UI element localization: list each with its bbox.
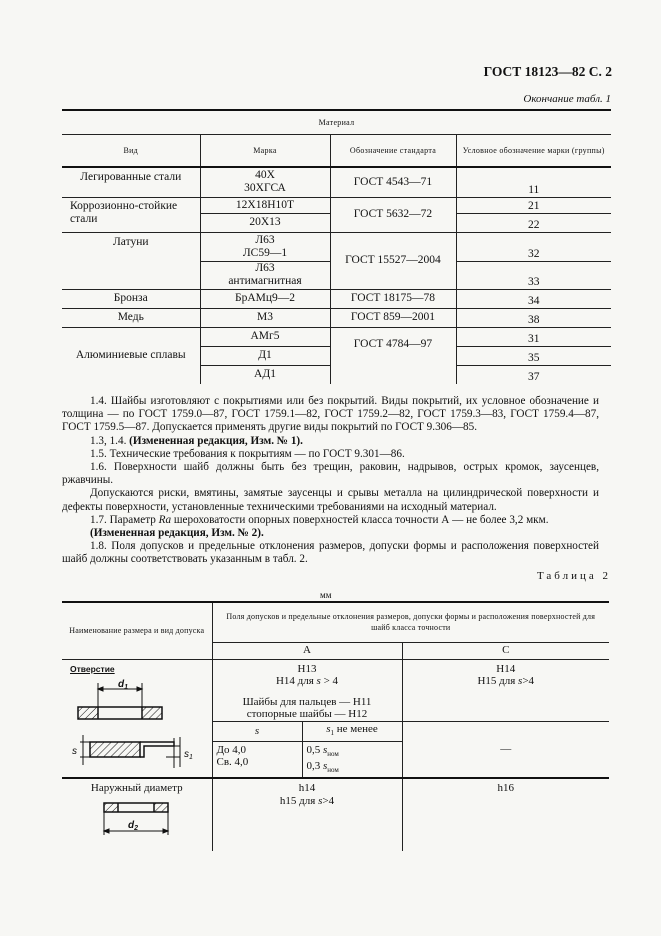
header-class-a: А — [212, 642, 402, 659]
header-fields: Поля допусков и предельные отклонения размеров, допуски формы и расположения поверхностей для шайб класса точности — [212, 602, 609, 642]
hole-a-line3: Шайбы для пальцев — Н11 — [242, 695, 372, 708]
label-s1: $s_1$ — [184, 749, 193, 761]
row-alum-code2: 35 — [456, 346, 611, 365]
row-alum-code1: 31 — [456, 327, 611, 346]
row-bronza-kind: Бронза — [62, 289, 200, 308]
row-korr-code2: 22 — [456, 213, 611, 232]
body-text — [62, 395, 599, 567]
paragraph-1-8: 1.8. Поля допусков и предельные отклонения размеров, допуски формы и расположения поверхностей шайб должны соответствовать указанным в табл. 2. — [62, 540, 599, 566]
row-korr-grade1: 12Х18Н10Т — [200, 197, 330, 213]
row-bronza-code: 34 — [456, 289, 611, 308]
hole-class-c — [402, 659, 609, 721]
row-latun-kind: Латуни — [62, 232, 200, 289]
label-d1: $d_1$ — [118, 679, 129, 691]
header-size-name: Наименование размера и вид допуска — [62, 602, 212, 659]
hole-label: Отверстие — [70, 663, 115, 674]
table-continuation-note: Окончание табл. 1 — [523, 93, 611, 105]
paragraph-1-3-prefix: 1.3, 1.4. — [90, 434, 127, 447]
thickness-range — [212, 741, 302, 778]
row-alum-kind: Алюминиевые сплавы — [62, 327, 200, 384]
hole-class-a — [212, 659, 402, 721]
hole-a-line4: стопорные шайбы — Н12 — [246, 708, 368, 720]
row-alum-code3: 37 — [456, 365, 611, 384]
row-legir-kind: Легированные стали — [62, 167, 200, 197]
row-alum-grade3: АД1 — [200, 365, 330, 384]
table2-caption: Таблица 2 — [536, 570, 611, 582]
tolerance-table — [62, 601, 609, 851]
row-med-standard: ГОСТ 859—2001 — [330, 308, 456, 327]
row-korr-standard: ГОСТ 5632—72 — [330, 197, 456, 232]
sub-header-s: s — [212, 721, 302, 741]
hole-a-line2: Н14 для s > 4 — [275, 675, 339, 687]
paragraph-1-7-ra: Ra — [158, 513, 172, 526]
materials-table — [62, 109, 611, 384]
paragraph-1-6: 1.6. Поверхности шайб должны быть без трещин, раковин, надрывов, острых кромок, заусенцев, ржавчины. — [62, 461, 599, 487]
table2-unit: мм — [320, 590, 332, 600]
sub-header-s1: $s_1$ не менее — [302, 721, 402, 741]
header-class-c: С — [402, 642, 609, 659]
paragraph-1-7-start: 1.7. Параметр — [90, 513, 156, 526]
s1-value-1: 0,5 $s_{ном}$ — [306, 743, 339, 758]
outer-a-line2: h15 для s>4 — [279, 794, 335, 807]
label-s: s — [72, 746, 77, 757]
hole-c-line1: Н14 — [496, 662, 516, 675]
row-legir-grade: 40Х 30ХГСА — [200, 167, 330, 197]
row-med-code: 38 — [456, 308, 611, 327]
paragraph-1-6b: Допускаются риски, вмятины, замятые заусенцы и срывы металла на цилиндрической поверхности и дефекты поверхности, установленные техническими требованиями на исходный материал. — [62, 487, 599, 513]
outer-class-a — [212, 778, 402, 851]
page-header-title: ГОСТ 18123—82 С. 2 — [483, 64, 612, 79]
thickness-upto: До 4,0 — [216, 743, 247, 756]
washer-drawing-hole — [70, 677, 210, 777]
hole-c-dash: — — [402, 721, 609, 778]
label-d2: $d_2$ — [128, 819, 139, 832]
outer-a-line1: h14 — [298, 782, 316, 794]
s1-value-2: 0,3 $s_{ном}$ — [306, 760, 339, 775]
paragraph-1-4: 1.4. Шайбы изготовляют с покрытиями или без покрытий. Виды покрытий, их условное обозначение и толщина — по ГОСТ 1759.0—87, ГОСТ 1759.1—82, ГОСТ 1759.2—82, ГОСТ 1759.3—83, ГОСТ 1759.4—87, ГОСТ 1759.5—87. Допускается применять другие виды покрытий по ГОСТ 9.306—85. — [62, 395, 599, 434]
row-legir-standard: ГОСТ 4543—71 — [330, 167, 456, 197]
paragraph-1-3-edition-note: (Измененная редакция, Изм. № 1). — [129, 434, 303, 447]
s1-values — [302, 741, 402, 778]
hole-a-line1: Н13 — [297, 662, 317, 675]
washer-drawing-outer — [66, 801, 206, 851]
row-latun-grade1: Л63 ЛС59—1 — [200, 232, 330, 261]
row-alum-grade2: Д1 — [200, 346, 330, 365]
row-korr-code1: 21 — [456, 197, 611, 213]
row-latun-code2: 33 — [456, 261, 611, 289]
row-alum-standard: ГОСТ 4784—97 — [330, 327, 456, 384]
row-korr-kind: Коррозионно-стойкие стали — [62, 197, 200, 232]
row-legir-code: 11 — [456, 167, 611, 197]
row-latun-standard: ГОСТ 15527—2004 — [330, 232, 456, 289]
row-alum-grade1: АМг5 — [200, 327, 330, 346]
row-latun-code1: 32 — [456, 232, 611, 261]
row-bronza-standard: ГОСТ 18175—78 — [330, 289, 456, 308]
hole-cell — [62, 659, 212, 778]
paragraph-1-5: 1.5. Технические требования к покрытиям — по ГОСТ 9.301—86. — [90, 447, 405, 460]
outer-class-c: h16 — [402, 778, 609, 851]
row-bronza-grade: БрАМц9—2 — [200, 289, 330, 308]
header-code: Условное обозначение марки (группы) — [456, 134, 611, 167]
materials-group-header: Материал — [62, 110, 611, 134]
thickness-over: Св. 4,0 — [216, 756, 249, 769]
row-med-grade: М3 — [200, 308, 330, 327]
header-kind: Вид — [62, 134, 200, 167]
row-korr-grade2: 20Х13 — [200, 213, 330, 232]
paragraph-1-7 — [62, 514, 599, 527]
paragraph-1-7-end: шероховатости опорных поверхностей класса точности А — не более 3,2 мкм. — [173, 513, 549, 526]
header-standard: Обозначение стандарта — [330, 134, 456, 167]
paragraph-1-3-edition — [62, 435, 599, 448]
header-grade: Марка — [200, 134, 330, 167]
paragraph-1-7-edition-note: (Измененная редакция, Изм. № 2). — [90, 527, 264, 540]
hole-c-line2: Н15 для s>4 — [477, 675, 535, 687]
row-latun-grade2: Л63 антимагнитная — [200, 261, 330, 289]
outer-cell — [62, 778, 212, 851]
outer-label: Наружный диаметр — [90, 782, 183, 794]
row-med-kind: Медь — [62, 308, 200, 327]
